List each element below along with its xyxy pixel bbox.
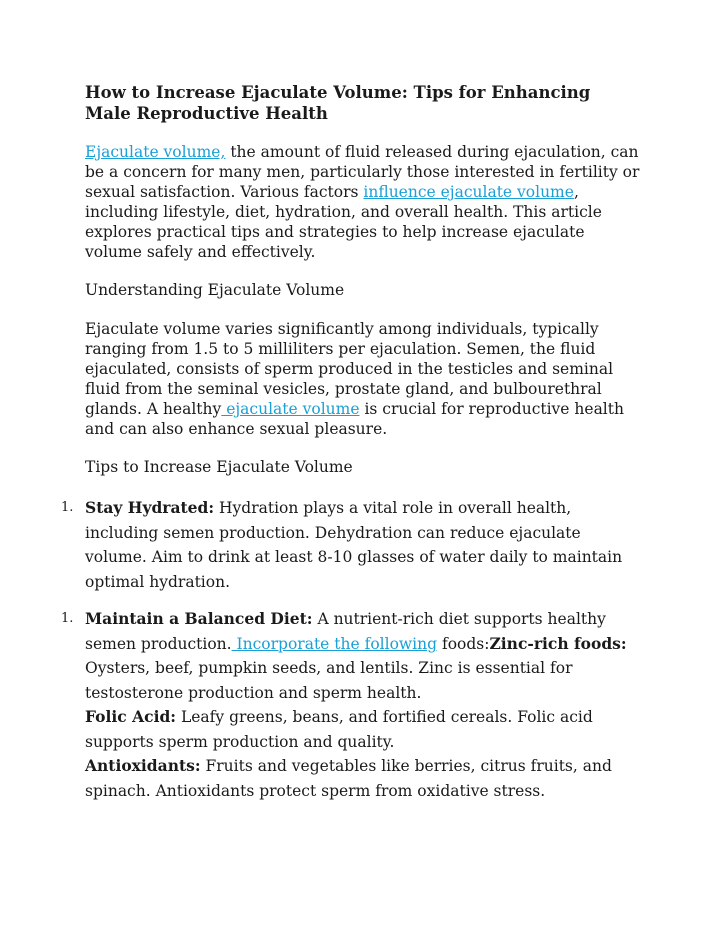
sub-text-folic: Leafy greens, beans, and fortified cereals. Folic acid supports sperm production and quality. [85,708,593,751]
understanding-text-2: is crucial for reproductive health and can also enhance sexual pleasure. [85,400,624,438]
item-title-diet: Maintain a Balanced Diet: [85,609,313,628]
section-heading-tips: Tips to Increase Ejaculate Volume [85,458,353,476]
page-title: How to Increase Ejaculate Volume: Tips for Enhancing Male Reproductive Health [85,83,591,123]
list-number: 1. [61,500,74,515]
item-text-diet: A nutrient-rich diet supports healthy semen production. [85,610,606,653]
item-title-hydration: Stay Hydrated: [85,498,215,517]
section-heading-understanding: Understanding Ejaculate Volume [85,281,345,299]
ejaculate-volume-link[interactable]: Ejaculate volume, [85,143,226,161]
intro-paragraph [85,142,640,262]
sub-title-zinc: Zinc-rich foods: [489,633,627,653]
sub-text-antioxidants: Fruits and vegetables like berries, citrus fruits, and spinach. Antioxidants protect sperm from oxidative stress. [85,757,612,800]
understanding-text-1: Ejaculate volume varies significantly among individuals, typically ranging from 1.5 to 5 milliliters per ejaculation. Semen, the fluid ejaculated, consists of sperm produced in the testicles and seminal fluid from the seminal vesicles, prostate gland, and bulbourethral glands. A healthy [85,320,614,418]
item-text-hydration: Hydration plays a vital role in overall health, including semen production. Dehydration can reduce ejaculate volume. Aim to drink at least 8-10 glasses of water daily to maintain optimal hydration. [85,499,623,591]
influence-ejaculate-volume-link[interactable]: influence ejaculate volume [363,183,574,201]
healthy-ejaculate-volume-link[interactable]: ejaculate volume [221,400,360,418]
understanding-paragraph [85,319,640,439]
intro-text-2: , including lifestyle, diet, hydration, and overall health. This article explores practical tips and strategies to help increase ejaculate volume safely and effectively. [85,183,602,261]
incorporate-link[interactable]: Incorporate the following [231,634,438,653]
intro-text-1: the amount of fluid released during ejaculation, can be a concern for many men, particularly those interested in fertility or sexual satisfaction. Various factors [85,143,640,201]
sub-text-zinc: Oysters, beef, pumpkin seeds, and lentils. Zinc is essential for testosterone production and sperm health. [85,659,573,702]
item-text-diet-after-link: foods: [437,634,490,653]
list-number: 1. [61,611,74,626]
sub-title-folic: Folic Acid: [85,707,177,726]
list-item-diet [61,607,640,803]
sub-title-antioxidants: Antioxidants: [85,756,201,775]
document-body [61,82,640,803]
list-item-hydration [61,496,640,594]
